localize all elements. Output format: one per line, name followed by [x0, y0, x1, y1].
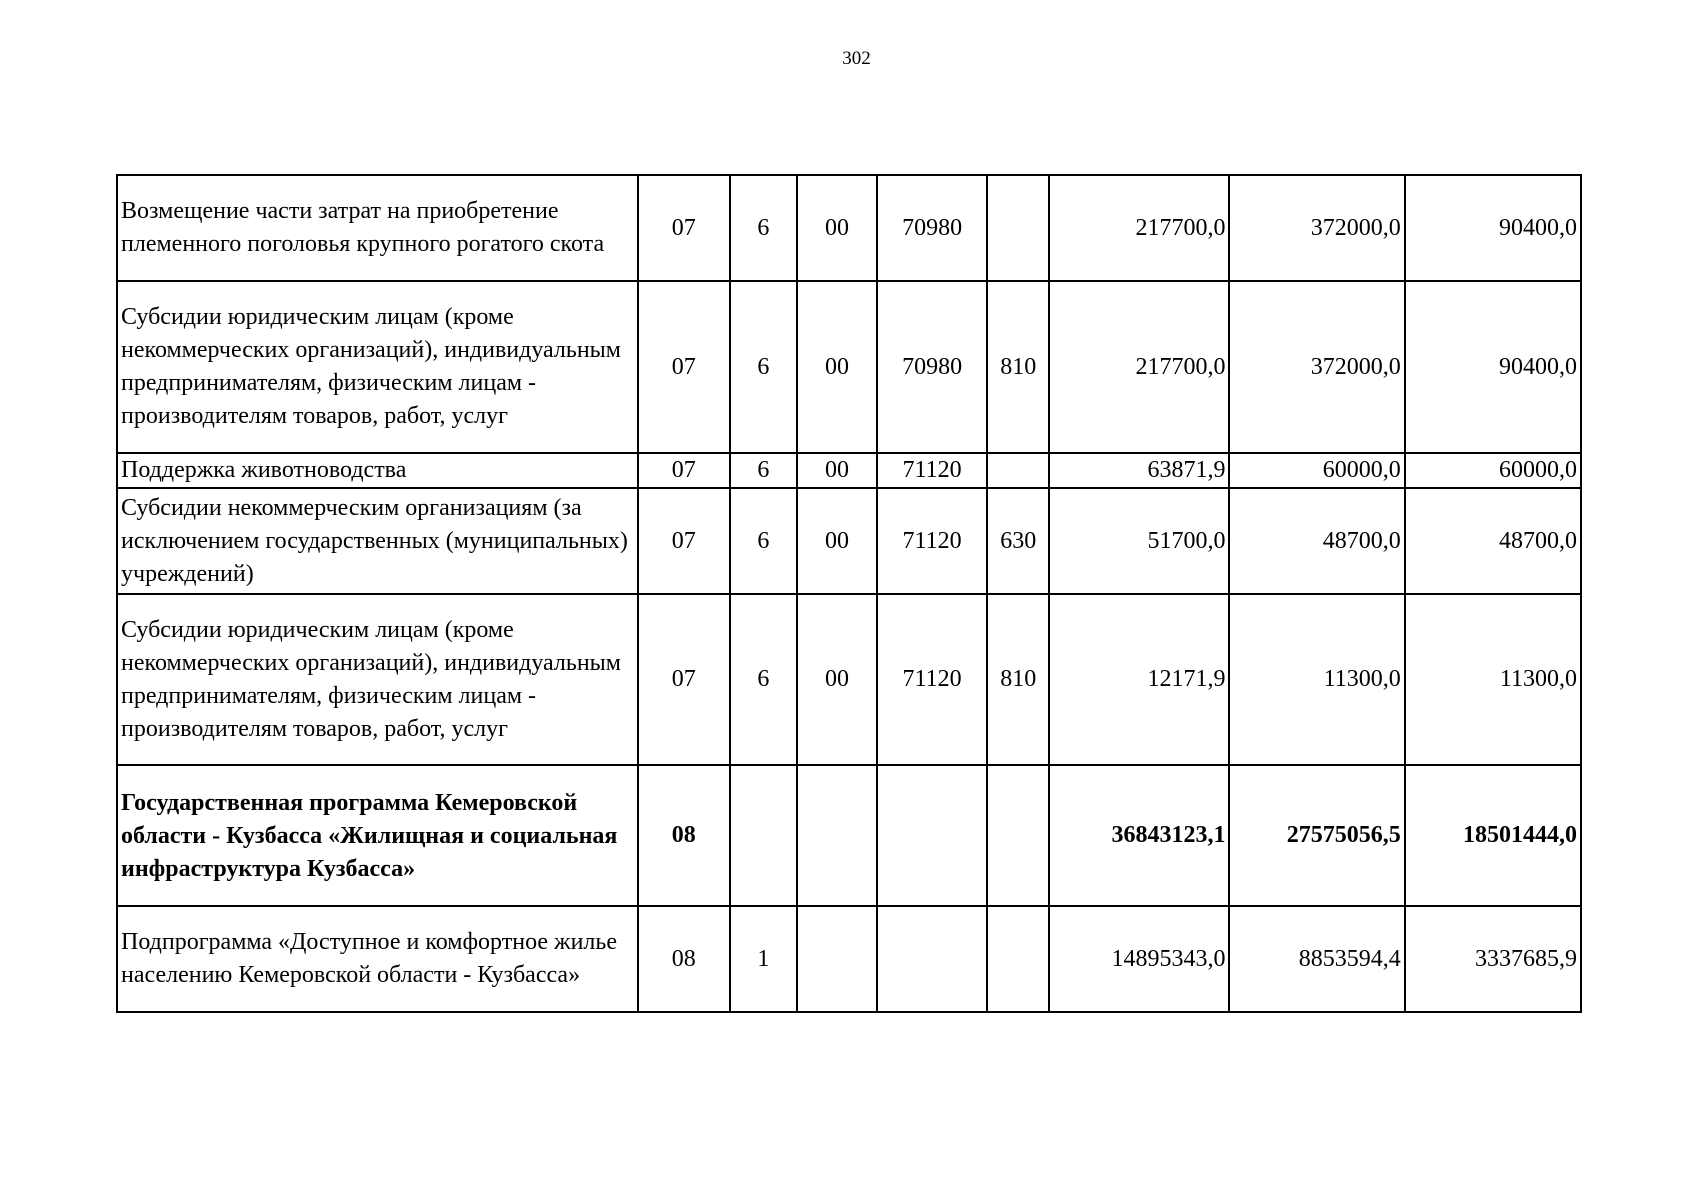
amount-year-1: 51700,0	[1049, 488, 1229, 594]
code-expense-type	[987, 906, 1049, 1012]
amount-year-1: 217700,0	[1049, 175, 1229, 281]
row-name: Субсидии юридическим лицам (кроме некоммерческих организаций), индивидуальным предпринимателям, физическим лицам - производителям товаров, работ, услуг	[117, 281, 638, 453]
code-direction: 70980	[877, 281, 987, 453]
code-direction: 70980	[877, 175, 987, 281]
amount-year-2: 8853594,4	[1229, 906, 1404, 1012]
code-subprogram: 6	[730, 281, 797, 453]
code-subprogram: 1	[730, 906, 797, 1012]
code-expense-type: 630	[987, 488, 1049, 594]
code-expense-type	[987, 175, 1049, 281]
code-section: 07	[638, 594, 730, 765]
table-row	[117, 281, 1581, 453]
table-row	[117, 453, 1581, 488]
code-subprogram: 6	[730, 453, 797, 488]
code-direction: 71120	[877, 453, 987, 488]
code-main-event: 00	[797, 488, 877, 594]
code-expense-type: 810	[987, 594, 1049, 765]
code-main-event	[797, 906, 877, 1012]
code-main-event	[797, 765, 877, 906]
table-row	[117, 175, 1581, 281]
row-name: Субсидии юридическим лицам (кроме некоммерческих организаций), индивидуальным предпринимателям, физическим лицам - производителям товаров, работ, услуг	[117, 594, 638, 765]
code-direction: 71120	[877, 594, 987, 765]
amount-year-2: 372000,0	[1229, 281, 1404, 453]
amount-year-3: 90400,0	[1405, 175, 1581, 281]
row-name: Государственная программа Кемеровской области - Кузбасса «Жилищная и социальная инфраструктура Кузбасса»	[117, 765, 638, 906]
code-direction: 71120	[877, 488, 987, 594]
code-section: 07	[638, 453, 730, 488]
amount-year-1: 14895343,0	[1049, 906, 1229, 1012]
table-row	[117, 488, 1581, 594]
amount-year-2: 60000,0	[1229, 453, 1404, 488]
code-section: 08	[638, 906, 730, 1012]
amount-year-3: 90400,0	[1405, 281, 1581, 453]
code-subprogram: 6	[730, 175, 797, 281]
row-name: Поддержка животноводства	[117, 453, 638, 488]
code-section: 08	[638, 765, 730, 906]
code-expense-type	[987, 765, 1049, 906]
amount-year-3: 3337685,9	[1405, 906, 1581, 1012]
row-name: Подпрограмма «Доступное и комфортное жилье населению Кемеровской области - Кузбасса»	[117, 906, 638, 1012]
row-name: Субсидии некоммерческим организациям (за исключением государственных (муниципальных) учреждений)	[117, 488, 638, 594]
amount-year-3: 18501444,0	[1405, 765, 1581, 906]
code-section: 07	[638, 281, 730, 453]
code-expense-type	[987, 453, 1049, 488]
code-direction	[877, 765, 987, 906]
code-section: 07	[638, 488, 730, 594]
amount-year-3: 48700,0	[1405, 488, 1581, 594]
amount-year-1: 217700,0	[1049, 281, 1229, 453]
code-subprogram: 6	[730, 488, 797, 594]
amount-year-3: 11300,0	[1405, 594, 1581, 765]
row-name: Возмещение части затрат на приобретение племенного поголовья крупного рогатого скота	[117, 175, 638, 281]
amount-year-1: 63871,9	[1049, 453, 1229, 488]
page-number: 302	[842, 48, 871, 69]
table-row	[117, 765, 1581, 906]
amount-year-2: 27575056,5	[1229, 765, 1404, 906]
code-main-event: 00	[797, 594, 877, 765]
amount-year-2: 48700,0	[1229, 488, 1404, 594]
table-row	[117, 906, 1581, 1012]
amount-year-1: 12171,9	[1049, 594, 1229, 765]
code-main-event: 00	[797, 281, 877, 453]
table-row	[117, 594, 1581, 765]
code-subprogram	[730, 765, 797, 906]
amount-year-2: 11300,0	[1229, 594, 1404, 765]
code-expense-type: 810	[987, 281, 1049, 453]
code-direction	[877, 906, 987, 1012]
code-main-event: 00	[797, 453, 877, 488]
code-section: 07	[638, 175, 730, 281]
budget-table	[116, 174, 1582, 1013]
amount-year-2: 372000,0	[1229, 175, 1404, 281]
amount-year-1: 36843123,1	[1049, 765, 1229, 906]
amount-year-3: 60000,0	[1405, 453, 1581, 488]
code-subprogram: 6	[730, 594, 797, 765]
code-main-event: 00	[797, 175, 877, 281]
